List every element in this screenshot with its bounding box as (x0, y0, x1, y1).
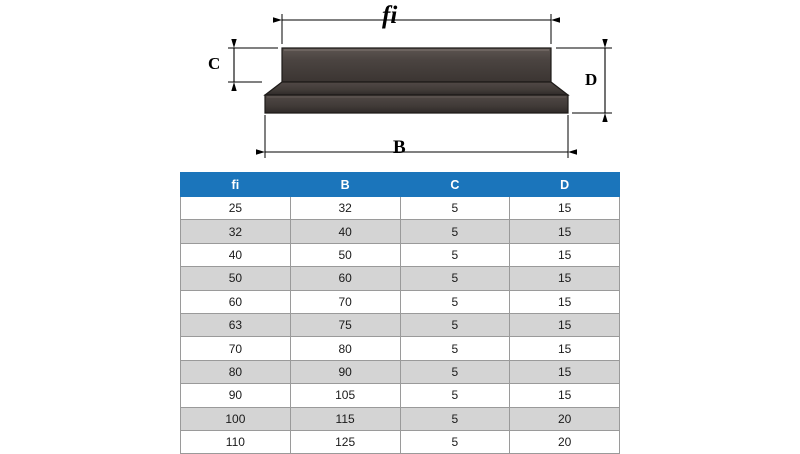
table-body (181, 197, 620, 454)
table-column-header: B (290, 173, 400, 197)
table-cell: 70 (290, 290, 400, 313)
table-cell: 90 (290, 360, 400, 383)
table-cell: 5 (400, 337, 510, 360)
table-cell: 15 (510, 360, 620, 383)
table-cell: 15 (510, 197, 620, 220)
table-cell: 5 (400, 220, 510, 243)
table-cell: 5 (400, 384, 510, 407)
table-cell: 25 (181, 197, 291, 220)
table-row (181, 384, 620, 407)
table-cell: 63 (181, 313, 291, 336)
table-row (181, 243, 620, 266)
table-cell: 15 (510, 337, 620, 360)
table-row (181, 197, 620, 220)
table-cell: 40 (290, 220, 400, 243)
table-cell: 5 (400, 267, 510, 290)
table-cell: 20 (510, 430, 620, 453)
table-row (181, 267, 620, 290)
table-cell: 5 (400, 290, 510, 313)
specification-table (180, 172, 620, 454)
table-cell: 15 (510, 290, 620, 313)
table-row (181, 430, 620, 453)
dimension-label-B: B (393, 137, 406, 158)
table-cell: 5 (400, 313, 510, 336)
dimension-label-C: C (208, 54, 221, 73)
table-cell: 75 (290, 313, 400, 336)
table-column-header: fi (181, 173, 291, 197)
table-row (181, 220, 620, 243)
table-cell: 20 (510, 407, 620, 430)
part-lower-slab (265, 95, 568, 113)
part-upper-slab (282, 48, 551, 82)
table-cell: 5 (400, 360, 510, 383)
table-row (181, 313, 620, 336)
part-chamfer (265, 82, 568, 95)
table-cell: 105 (290, 384, 400, 407)
part-cross-section (265, 48, 568, 113)
table-cell: 15 (510, 220, 620, 243)
table-cell: 70 (181, 337, 291, 360)
table-cell: 5 (400, 243, 510, 266)
table-cell: 5 (400, 430, 510, 453)
table-cell: 80 (181, 360, 291, 383)
table-cell: 15 (510, 384, 620, 407)
table-cell: 90 (181, 384, 291, 407)
table-cell: 115 (290, 407, 400, 430)
table-cell: 32 (290, 197, 400, 220)
table-row (181, 407, 620, 430)
dimension-label-D: D (585, 70, 598, 89)
table-row (181, 337, 620, 360)
table-cell: 15 (510, 313, 620, 336)
table-cell: 40 (181, 243, 291, 266)
specification-table-wrapper (180, 172, 620, 454)
table-cell: 60 (290, 267, 400, 290)
table-head (181, 173, 620, 197)
table-cell: 5 (400, 197, 510, 220)
table-cell: 50 (290, 243, 400, 266)
table-cell: 60 (181, 290, 291, 313)
table-cell: 110 (181, 430, 291, 453)
table-cell: 125 (290, 430, 400, 453)
table-cell: 15 (510, 243, 620, 266)
table-column-header: D (510, 173, 620, 197)
table-cell: 80 (290, 337, 400, 360)
table-row (181, 290, 620, 313)
table-header-row (181, 173, 620, 197)
table-cell: 32 (181, 220, 291, 243)
dimension-label-fi: fi (382, 2, 398, 29)
table-cell: 100 (181, 407, 291, 430)
table-cell: 15 (510, 267, 620, 290)
table-cell: 50 (181, 267, 291, 290)
table-row (181, 360, 620, 383)
table-column-header: C (400, 173, 510, 197)
table-cell: 5 (400, 407, 510, 430)
